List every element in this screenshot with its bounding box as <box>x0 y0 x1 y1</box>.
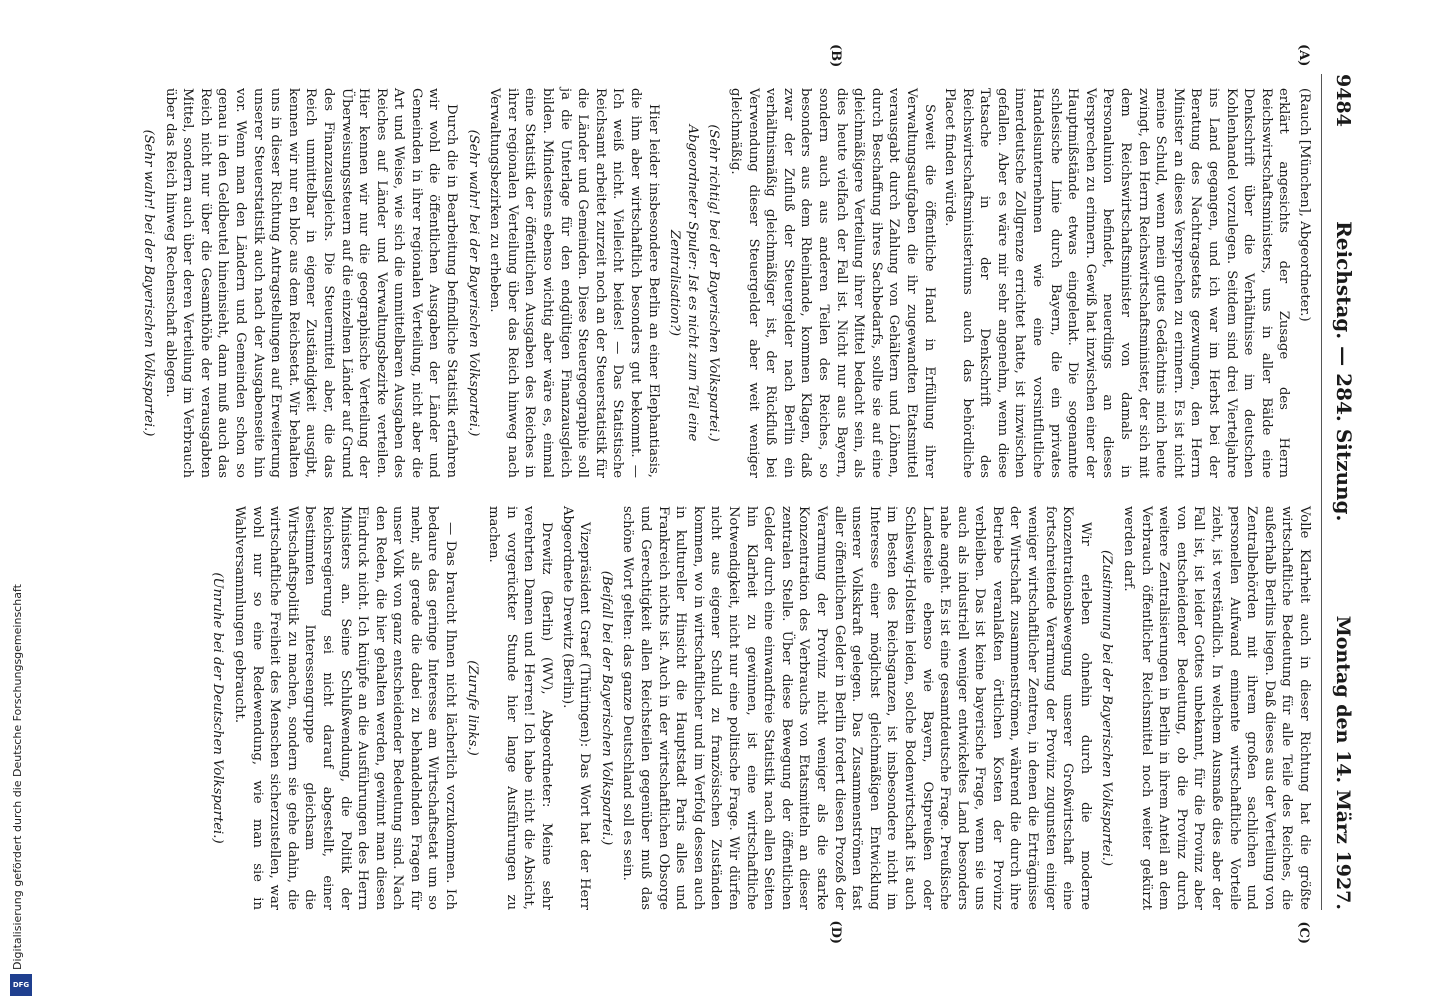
presiding-officer-line: Vizepräsident Graef (Thüringen): Das Wort hat der Herr Abgeordnete Drewitz (Berlin). <box>559 506 593 910</box>
margin-marker-c: (C) <box>1296 921 1311 944</box>
page-number: 9484 <box>1332 74 1354 127</box>
margin-marker-a: (A) <box>1296 44 1311 67</box>
margin-marker-d: (D) <box>828 920 843 944</box>
page-title: Reichstag. — 284. Sitzung. <box>1332 221 1356 522</box>
two-column-body <box>141 44 1313 944</box>
interjection: Abgeordneter Spuler: Ist es nicht zum Teil eine Zentralisation?) <box>667 124 700 442</box>
interjection: (Sehr wahr! bei der Bayerischen Volkspartei.) <box>465 129 481 437</box>
page-header <box>1321 74 1356 910</box>
dfg-logo-icon: DFG <box>10 974 32 996</box>
interjection: (Zustimmung bei der Bayerischen Volkspartei.) <box>1099 549 1115 867</box>
right-column <box>173 492 1313 910</box>
session-date: Montag den 14. März 1927. <box>1332 615 1354 910</box>
paragraph: Soweit die öffentliche Hand in Erfüllung ihrer Verwaltungsaufgaben die ihr zugewandten Etatsmittel verausgabt durch Zahlung von Gehältern und Löhnen, durch Beschaffung ihres Sachbedarfs, sollte sie auf eine gleichmäßigere Verteilung ihrer Mittel bedacht sein, als dies heute vielfach der Fall ist. Nicht nur aus Bayern, sondern auch aus anderen Teilen des Reiches, so besonders aus dem Rheinlande, kommen Klagen, daß zwar der Zufluß der Steuergelder nach Berlin ein verhältnismäßig gleichmäßiger ist, der Rückfluß bei Verwendung dieser Steuergelder aber weit weniger gleichmäßig. <box>728 88 937 478</box>
interjection: (Unruhe bei der Deutschen Volkspartei.) <box>210 572 226 844</box>
paragraph: Durch die in Bearbeitung befindliche Statistik erfahren wir wohl die öffentlichen Ausgaben der Länder und Gemeinden in ihrer regionalen Verteilung, nicht aber die Art und Weise, wie sich die unmittelbaren Ausgaben des Reiches auf Länder und Verwaltungsbezirke verteilen. Hier kennen wir nur die geographische Verteilung der Überweisungssteuern auf die einzelnen Länder auf Grund des Finanzausgleichs. Die Steuermittel aber, die das Reich unmittelbar in eigener Zuständigkeit ausgibt, kennen wir nur en bloc aus dem Reichsetat. Wir behalten uns in dieser Richtung Antragstellungen auf Erweiterung unserer Steuerstatistik auch nach der Ausgabenseite hin vor. Wenn man den Ländern und Gemeinden schon so genau in den Geldbeutel hineinsieht, dann muß auch das Reich nicht nur über die Gesamthöhe der verausgabten Mittel, sondern auch über deren Verteilung im Verbrauch über das Reich hinweg Rechenschaft ablegen. <box>162 88 460 478</box>
interjection: (Sehr wahr! bei der Bayerischen Volkspartei.) <box>141 129 156 437</box>
paragraph: erklärt angesichts der Zusage des Herrn Reichswirtschaftsministers, uns in aller Bälde eine Denkschrift über die Verhältnisse im deutschen Kohlenhandel vorzulegen. Seitdem sind drei Vierteljahre ins Land gegangen, und ich war im Herbst bei der Beratung des Nachtragsetats gezwungen, den Herrn Minister an dieses Versprechen zu erinnern. Es ist nicht meine Schuld, wenn mein gutes Gedächtnis mich heute zwingt, den Herrn Reichswirtschaftsminister, der sich mit dem Reichswirtschaftsminister von damals in Personalunion befindet, neuerdings an dieses Versprechen zu erinnern. Gewiß hat inzwischen einer der Hauptmißstände etwas eingelenkt. Die sogenannte schlesische Linie durch Bayern, die ein privates Handelsunternehmen wie eine vorsintflutliche innerdeutsche Zollgrenze errichtet hatte, ist inzwischen gefallen. Aber es wäre mir sehr angenehm, wenn diese Tatsache in der Denkschrift des Reichswirtschaftsministeriums auch das behördliche Placet finden würde. <box>942 88 1292 478</box>
interjection: (Beifall bei der Bayerischen Volkspartei.) <box>598 570 614 846</box>
paragraph: Wir erleben ohnehin durch die moderne Konzentrationsbewegung unserer Großwirtschaft eine fortschreitende Verarmung der Provinz zugunsten einiger weniger wirtschaftlicher Zentren, in denen die Erträgnisse der Wirtschaft zusammenströmen, während die durch ihre Betriebe veranlaßten örtlichen Kosten der Provinz verbleiben. Das ist keine bayerische Frage, wenn sie uns auch als industriell weniger entwickeltes Land besonders nahe angeht. Es ist eine gesamtdeutsche Frage. Preußische Landesteile ebenso wie Bayern, Ostpreußen oder Schleswig-Holstein leiden, solche Bodenwirtschaft ist auch im Besten des Reichsganzen, ist insbesondere nicht im Interesse einer möglichst gleichmäßigen Entwicklung unserer Volkskraft gelegen. Das Zusammenströmen fast aller öffentlichen Gelder in Berlin fordert diesen Prozeß der Verarmung der Provinz nicht weniger als die starke Konzentration des Verbrauchs von Etatsmitteln an dieser zentralen Stelle. Über diese Bewegung der öffentlichen Gelder durch eine einwandfreie Statistik nach allen Seiten hin Klarheit zu gewinnen, ist eine wirtschaftliche Notwendigkeit, nicht nur eine politische Frage. Wir dürfen nicht aus eigener Schuld zu französischen Zuständen kommen, wo in wirtschaftlicher und im Verfolg dessen auch in kultureller Hinsicht die Hauptstadt Paris alles und Frankreich nichts ist. Auch in der wirtschaftlichen Obsorge und Gerechtigkeit allen Reichsteilen gegenüber muß das schöne Wort gelten: das ganze Deutschland soll es sein. <box>620 506 1093 910</box>
margin-marker-b: (B) <box>828 44 843 68</box>
left-column <box>141 74 1313 492</box>
paragraph: Hier leider insbesondere Berlin an einer Elephantiasis, die ihm aber wirtschaftlich besonders gut bekommt. — Ich weiß nicht. Vielleicht beides! — Das Statistische Reichsamt arbeitet zurzeit noch an der Steuerstatistik für die Länder und Gemeinden. Diese Steuergeographie soll ja die Unterlage für den endgültigen Finanzausgleich bilden. Mindestens ebenso wichtig aber wäre es, einmal eine Statistik der öffentlichen Ausgaben des Reiches in ihrer regionalen Verteilung über das Reich hinweg nach Verwaltungsbezirken zu erheben. <box>487 88 661 478</box>
digitization-note: Digitalisierung gefördert durch die Deutsche Forschungsgemeinschaft <box>11 584 24 970</box>
paragraph: — Das braucht Ihnen nicht lächerlich vorzukommen. Ich bedaure das geringe Interesse am Wirtschaftsetat um so mehr, als gerade die dabei zu behandelnden Fragen für unser Volk von ganz entscheidender Bedeutung sind. Nach den Reden, die hier gehalten werden, gewinnt man diesen Eindruck nicht. Ich knüpfe an die Ausführungen des Herrn Ministers an. Seine Schlußwendung, die Politik der Reichsregierung sei nicht darauf abgestellt, einer bestimmten Interessengruppe gleichsam die Wirtschaftspolitik zu machen, sondern sie gehe dahin, die wirtschaftliche Freiheit des Menschen sicherzustellen, war wohl nur so eine Redewendung, wie man sie in Wahlversammlungen gebraucht. <box>231 506 459 910</box>
interjection: (Sehr richtig! bei der Bayerischen Volkspartei.) <box>706 124 722 442</box>
speaker-line: (Rauch [München], Abgeordneter.) <box>1297 88 1312 322</box>
interjection: (Zurufe links.) <box>464 660 480 756</box>
paragraph: Drewitz (Berlin) (WV), Abgeordneter: Meine sehr verehrten Damen und Herren! Ich habe nicht die Absicht, in vorgerückter Stunde hier lange Ausführungen zu machen. <box>486 506 555 910</box>
digitization-footer <box>6 0 36 1000</box>
paragraph: Volle Klarheit auch in dieser Richtung hat die größte wirtschaftliche Bedeutung für alle Teile des Reiches, die außerhalb Berlins liegen. Daß dieses aus der Verteilung von Zentralbehörden mit ihrem großen sachlichen und personellen Aufwand eminente wirtschaftliche Vorteile zieht, ist verständlich. In welchem Ausmaße dies aber der Fall ist, ist leider Gottes unbekannt, für die Provinz aber von entscheidender Bedeutung, ob die Provinz durch weitere Zentralisierungen in Berlin in ihrem Anteil an dem Verbrauch öffentlicher Reichsmittel noch weiter gekürzt werden darf. <box>1121 506 1312 910</box>
